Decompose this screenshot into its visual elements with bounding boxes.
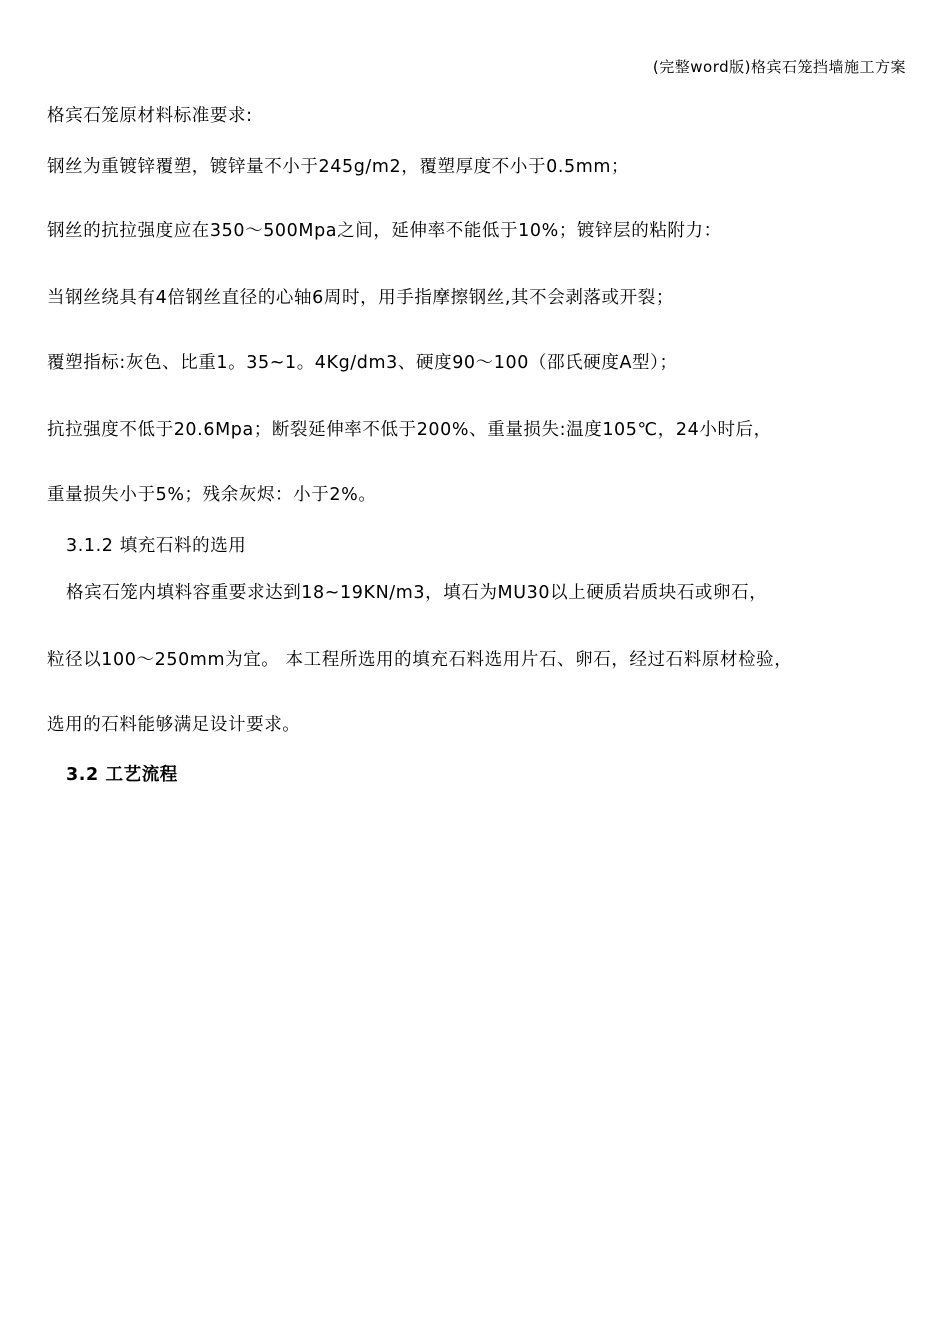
- text-line-mandrel-test: 当钢丝绕具有4倍钢丝直径的心轴6周时，用手指摩擦钢丝,其不会剥落或开裂；: [47, 288, 674, 308]
- text-line-particle-size: 粒径以100～250mm为宜。 本工程所选用的填充石料选用片石、卵石，经过石料原材检验，: [47, 650, 793, 670]
- section-heading-3-2: 3.2 工艺流程: [66, 765, 178, 785]
- text-line-design-requirements: 选用的石料能够满足设计要求。: [47, 715, 301, 735]
- text-line-materials-heading: 格宾石笼原材料标准要求:: [47, 106, 253, 126]
- text-line-weight-loss: 重量损失小于5%；残余灰烬：小于2%。: [47, 485, 377, 505]
- section-heading-3-1-2: 3.1.2 填充石料的选用: [66, 536, 247, 556]
- text-line-coating-index: 覆塑指标:灰色、比重1。35~1。4Kg/dm3、硬度90～100（邵氏硬度A型）；: [47, 353, 678, 373]
- text-line-elongation: 抗拉强度不低于20.6Mpa；断裂延伸率不低于200%、重量损失:温度105℃，24小时后，: [47, 420, 772, 440]
- text-line-tensile-strength: 钢丝的抗拉强度应在350～500Mpa之间，延伸率不能低于10%；镀锌层的粘附力：: [47, 221, 722, 241]
- page-header: (完整word版)格宾石笼挡墙施工方案: [652, 58, 906, 76]
- text-line-fill-weight: 格宾石笼内填料容重要求达到18~19KN/m3，填石为MU30以上硬质岩质块石或卵石，: [66, 583, 768, 603]
- text-line-wire-coating: 钢丝为重镀锌覆塑，镀锌量不小于245g/m2，覆塑厚度不小于0.5mm；: [47, 157, 630, 177]
